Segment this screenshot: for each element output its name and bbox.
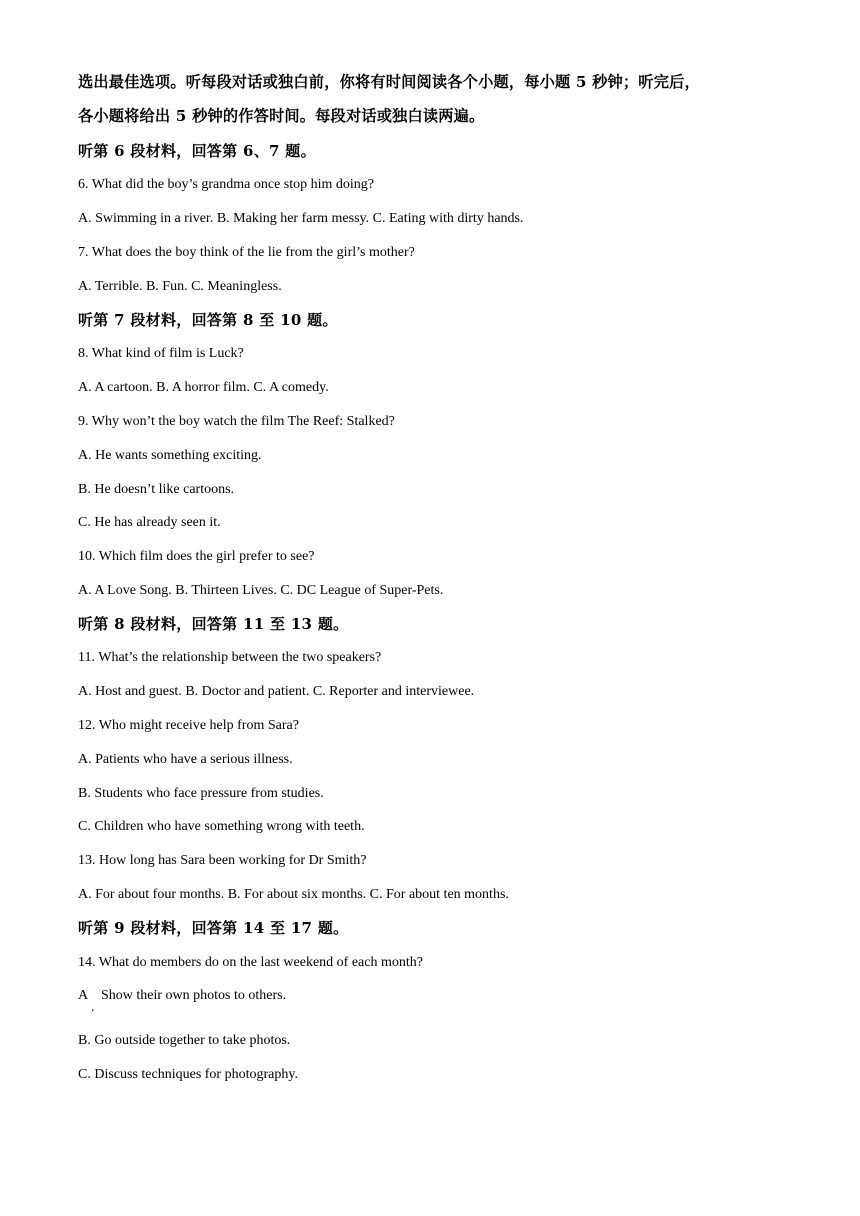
question-9-option-c: C. He has already seen it. (78, 515, 221, 530)
question-12: 12. Who might receive help from Sara? (78, 718, 299, 733)
question-6: 6. What did the boy’s grandma once stop him doing? (78, 177, 375, 192)
question-8: 8. What kind of film is Luck? (78, 346, 244, 361)
question-9-option-b: B. He doesn’t like cartoons. (78, 482, 235, 497)
option-dot: . (91, 1000, 95, 1015)
question-10: 10. Which film does the girl prefer to see? (78, 549, 315, 564)
question-7: 7. What does the boy think of the lie from the girl’s mother? (78, 245, 415, 260)
question-6-options: A. Swimming in a river. B. Making her farm messy. C. Eating with dirty hands. (78, 211, 524, 226)
question-12-option-c: C. Children who have something wrong with teeth. (78, 819, 365, 834)
question-11: 11. What’s the relationship between the two speakers? (78, 650, 382, 665)
instruction-line-1: 选出最佳选项。听每段对话或独白前，你将有时间阅读各个小题，每小题 5 秒钟；听完后， (78, 73, 700, 91)
instruction-line-2: 各小题将给出 5 秒钟的作答时间。每段对话或独白读两遍。 (78, 107, 485, 125)
question-10-options: A. A Love Song. B. Thirteen Lives. C. DC League of Super-Pets. (78, 583, 444, 598)
question-14-option-a: Show their own photos to others. (101, 988, 287, 1003)
question-8-options: A. A cartoon. B. A horror film. C. A comedy. (78, 380, 329, 395)
question-14-option-c: C. Discuss techniques for photography. (78, 1067, 298, 1082)
section-heading: 听第 9 段材料，回答第 14 至 17 题。 (78, 919, 349, 937)
question-12-option-a: A. Patients who have a serious illness. (78, 752, 293, 767)
question-13: 13. How long has Sara been working for Dr Smith? (78, 853, 367, 868)
question-9-option-a: A. He wants something exciting. (78, 448, 262, 463)
question-12-option-b: B. Students who face pressure from studies. (78, 786, 324, 801)
question-14: 14. What do members do on the last weekend of each month? (78, 955, 423, 970)
option-letter: A (78, 988, 89, 1003)
question-11-options: A. Host and guest. B. Doctor and patient. C. Reporter and interviewee. (78, 684, 475, 699)
section-heading: 听第 7 段材料，回答第 8 至 10 题。 (78, 311, 338, 329)
question-14-option-b: B. Go outside together to take photos. (78, 1033, 291, 1048)
question-13-options: A. For about four months. B. For about six months. C. For about ten months. (78, 887, 509, 902)
question-9: 9. Why won’t the boy watch the film The Reef: Stalked? (78, 414, 395, 429)
section-heading: 听第 6 段材料，回答第 6、7 题。 (78, 142, 316, 160)
question-7-options: A. Terrible. B. Fun. C. Meaningless. (78, 279, 282, 294)
section-heading: 听第 8 段材料，回答第 11 至 13 题。 (78, 615, 349, 633)
